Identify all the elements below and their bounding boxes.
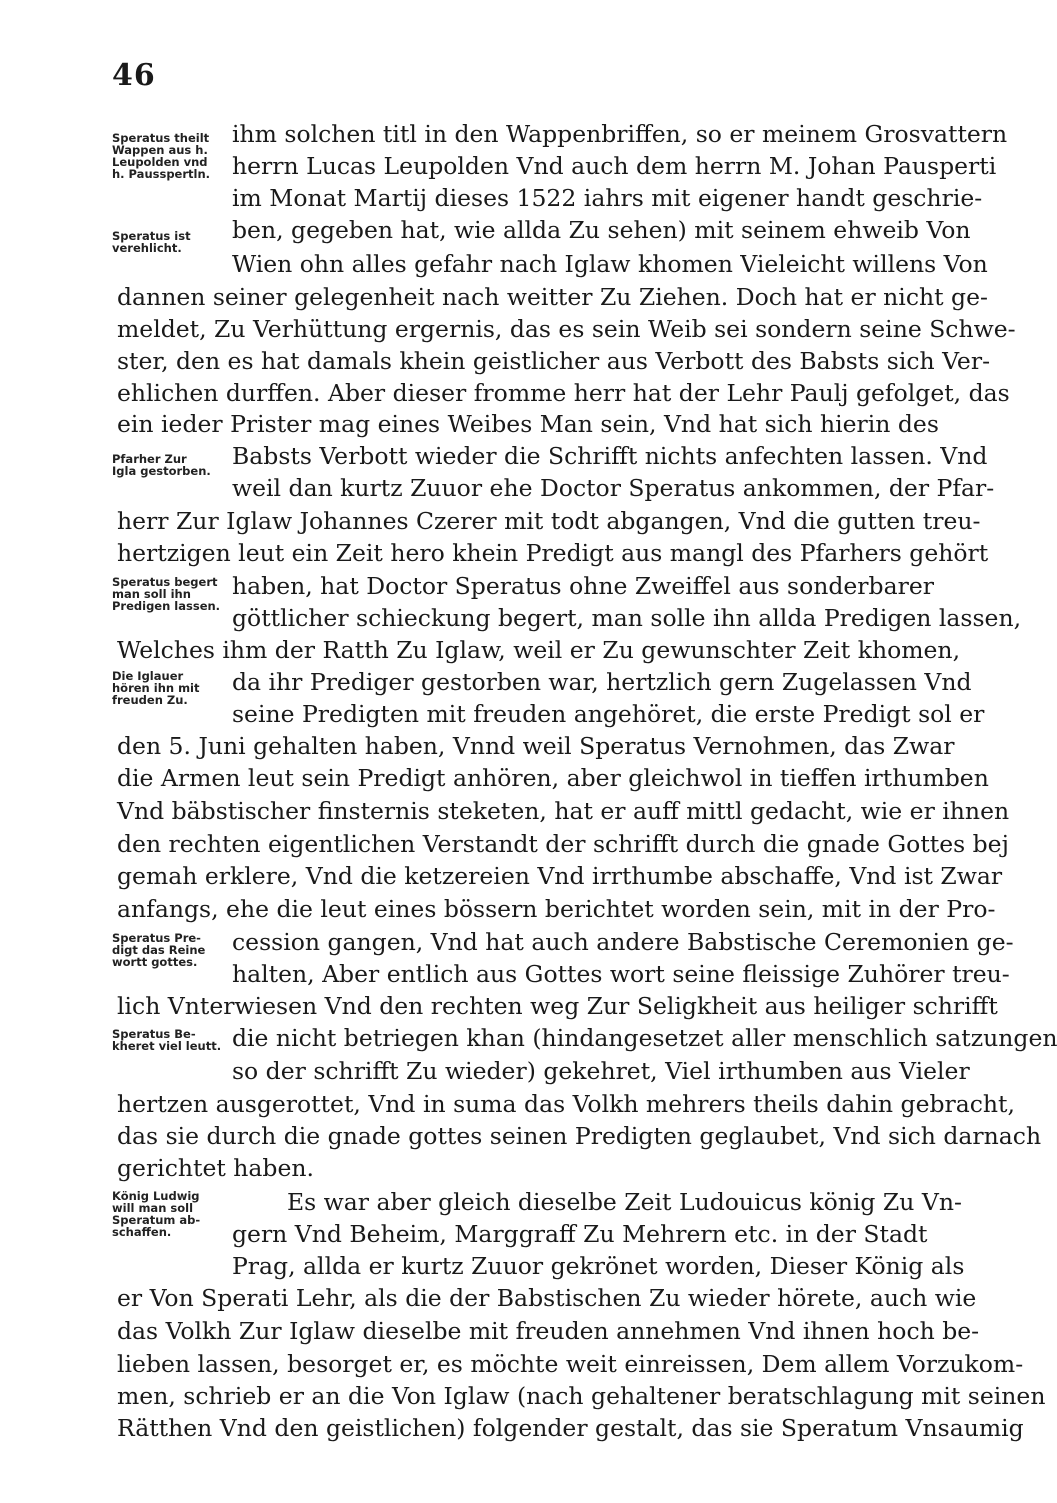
margin-note-pfarher xyxy=(112,453,234,477)
margin-note-line: h. Pausspertln. xyxy=(112,167,211,181)
margin-note-line: Pfarher Zur xyxy=(112,452,187,466)
text-line: anfangs, ehe die leut eines bössern berichtet worden sein, mit in der Pro- xyxy=(117,895,996,923)
margin-note-line: Speratus theilt xyxy=(112,131,210,145)
margin-note-line: Die Iglauer xyxy=(112,669,184,683)
text-line: gemah erklere, Vnd die ketzereien Vnd irrthumbe abschaffe, Vnd ist Zwar xyxy=(117,862,1003,890)
text-line: den rechten eigentlichen Verstandt der schrifft durch die gnade Gottes bej xyxy=(117,830,1009,858)
margin-note-line: will man soll xyxy=(112,1201,194,1215)
margin-note-wappen xyxy=(112,132,234,180)
text-line: gerichtet haben. xyxy=(117,1154,314,1182)
text-line: gern Vnd Beheim, Marggraff Zu Mehrern etc. in der Stadt xyxy=(232,1220,928,1248)
text-line: Rätthen Vnd den geistlichen) folgender gestalt, das sie Speratum Vnsaumig xyxy=(117,1414,1024,1442)
margin-note-line: Wappen aus h. xyxy=(112,143,208,157)
text-line: den 5. Juni gehalten haben, Vnnd weil Speratus Vernohmen, das Zwar xyxy=(117,732,955,760)
text-line: Es war aber gleich dieselbe Zeit Ludouicus könig Zu Vn- xyxy=(287,1188,962,1216)
margin-note-verehlicht xyxy=(112,230,234,254)
margin-note-line: wortt gottes. xyxy=(112,955,198,969)
text-line: das sie durch die gnade gottes seinen Predigten geglaubet, Vnd sich darnach xyxy=(117,1122,1042,1150)
margin-note-bekheret xyxy=(112,1028,234,1052)
margin-note-predigen xyxy=(112,576,234,612)
text-line: herrn Lucas Leupolden Vnd auch dem herrn M. Johan Pausperti xyxy=(232,152,997,180)
text-line: Vnd bäbstischer finsternis steketen, hat er auff mittl gedacht, wie er ihnen xyxy=(117,797,1010,825)
text-line: Welches ihm der Ratth Zu Iglaw, weil er Zu gewunschter Zeit khomen, xyxy=(117,636,961,664)
margin-note-line: hören ihn mit xyxy=(112,681,200,695)
text-line: Babsts Verbott wieder die Schrifft nichts anfechten lassen. Vnd xyxy=(232,442,988,470)
text-line: men, schrieb er an die Von Iglaw (nach gehaltener beratschlagung mit seinen xyxy=(117,1382,1046,1410)
margin-note-line: König Ludwig xyxy=(112,1189,200,1203)
text-line: so der schrifft Zu wieder) gekehret, Viel irthumben aus Vieler xyxy=(232,1057,970,1085)
margin-note-line: Speratus ist xyxy=(112,229,191,243)
text-line: halten, Aber entlich aus Gottes wort seine fleissige Zuhörer treu- xyxy=(232,960,1010,988)
margin-note-line: Predigen lassen. xyxy=(112,599,221,613)
text-line: lich Vnterwiesen Vnd den rechten weg Zur Seligkheit aus heiliger schrifft xyxy=(117,992,998,1020)
margin-note-iglauer xyxy=(112,670,234,706)
text-line: hertzen ausgerottet, Vnd in suma das Volkh mehrers theils dahin gebracht, xyxy=(117,1090,1015,1118)
margin-note-line: schaffen. xyxy=(112,1225,172,1239)
margin-note-line: Speratum ab- xyxy=(112,1213,201,1227)
text-line: die nicht betriegen khan (hindangesetzet aller menschlich satzungen xyxy=(232,1024,1057,1052)
text-line: weil dan kurtz Zuuor ehe Doctor Speratus ankommen, der Pfar- xyxy=(232,474,995,502)
margin-note-line: Speratus begert xyxy=(112,575,218,589)
text-line: göttlicher schieckung begert, man solle ihn allda Predigen lassen, xyxy=(232,604,1022,632)
margin-note-line: digt das Reine xyxy=(112,943,206,957)
text-line: hertzigen leut ein Zeit hero khein Predigt aus mangl des Pfarhers gehört xyxy=(117,539,989,567)
margin-note-predigt xyxy=(112,932,234,968)
margin-note-line: kheret viel leutt. xyxy=(112,1039,222,1053)
text-line: Prag, allda er kurtz Zuuor gekrönet worden, Dieser König als xyxy=(232,1252,965,1280)
page-number: 46 xyxy=(112,58,156,93)
text-line: seine Predigten mit freuden angehöret, die erste Predigt sol er xyxy=(232,700,985,728)
text-line: ehlichen durffen. Aber dieser fromme herr hat der Lehr Paulj gefolget, das xyxy=(117,379,1010,407)
text-line: ben, gegeben hat, wie allda Zu sehen) mit seinem ehweib Von xyxy=(232,216,971,244)
margin-note-line: Igla gestorben. xyxy=(112,464,211,478)
text-line: die Armen leut sein Predigt anhören, aber gleichwol in tieffen irthumben xyxy=(117,764,989,792)
text-line: ihm solchen titl in den Wappenbriffen, so er meinem Grosvattern xyxy=(232,120,1008,148)
margin-note-line: verehlicht. xyxy=(112,241,182,255)
text-line: das Volkh Zur Iglaw dieselbe mit freuden annehmen Vnd ihnen hoch be- xyxy=(117,1317,980,1345)
text-line: ein ieder Prister mag eines Weibes Man sein, Vnd hat sich hierin des xyxy=(117,410,939,438)
margin-note-line: freuden Zu. xyxy=(112,693,188,707)
text-line: herr Zur Iglaw Johannes Czerer mit todt abgangen, Vnd die gutten treu- xyxy=(117,507,981,535)
text-line: meldet, Zu Verhüttung ergernis, das es sein Weib sei sondern seine Schwe- xyxy=(117,315,1016,343)
margin-note-line: Speratus Be- xyxy=(112,1027,196,1041)
text-line: im Monat Martij dieses 1522 iahrs mit eigener handt geschrie- xyxy=(232,184,983,212)
margin-note-line: Speratus Pre- xyxy=(112,931,201,945)
margin-note-line: Leupolden vnd xyxy=(112,155,208,169)
text-line: haben, hat Doctor Speratus ohne Zweiffel aus sonderbarer xyxy=(232,572,934,600)
text-line: lieben lassen, besorget er, es möchte weit einreissen, Dem allem Vorzukom- xyxy=(117,1350,1024,1378)
margin-note-koenig xyxy=(112,1190,234,1238)
text-line: ster, den es hat damals khein geistlicher aus Verbott des Babsts sich Ver- xyxy=(117,347,991,375)
text-line: cession gangen, Vnd hat auch andere Babstische Ceremonien ge- xyxy=(232,928,1014,956)
text-line: dannen seiner gelegenheit nach weitter Zu Ziehen. Doch hat er nicht ge- xyxy=(117,283,988,311)
margin-note-line: man soll ihn xyxy=(112,587,191,601)
text-line: da ihr Prediger gestorben war, hertzlich gern Zugelassen Vnd xyxy=(232,668,972,696)
text-line: er Von Sperati Lehr, als die der Babstischen Zu wieder hörete, auch wie xyxy=(117,1284,977,1312)
text-line: Wien ohn alles gefahr nach Iglaw khomen Vieleicht willens Von xyxy=(232,250,988,278)
